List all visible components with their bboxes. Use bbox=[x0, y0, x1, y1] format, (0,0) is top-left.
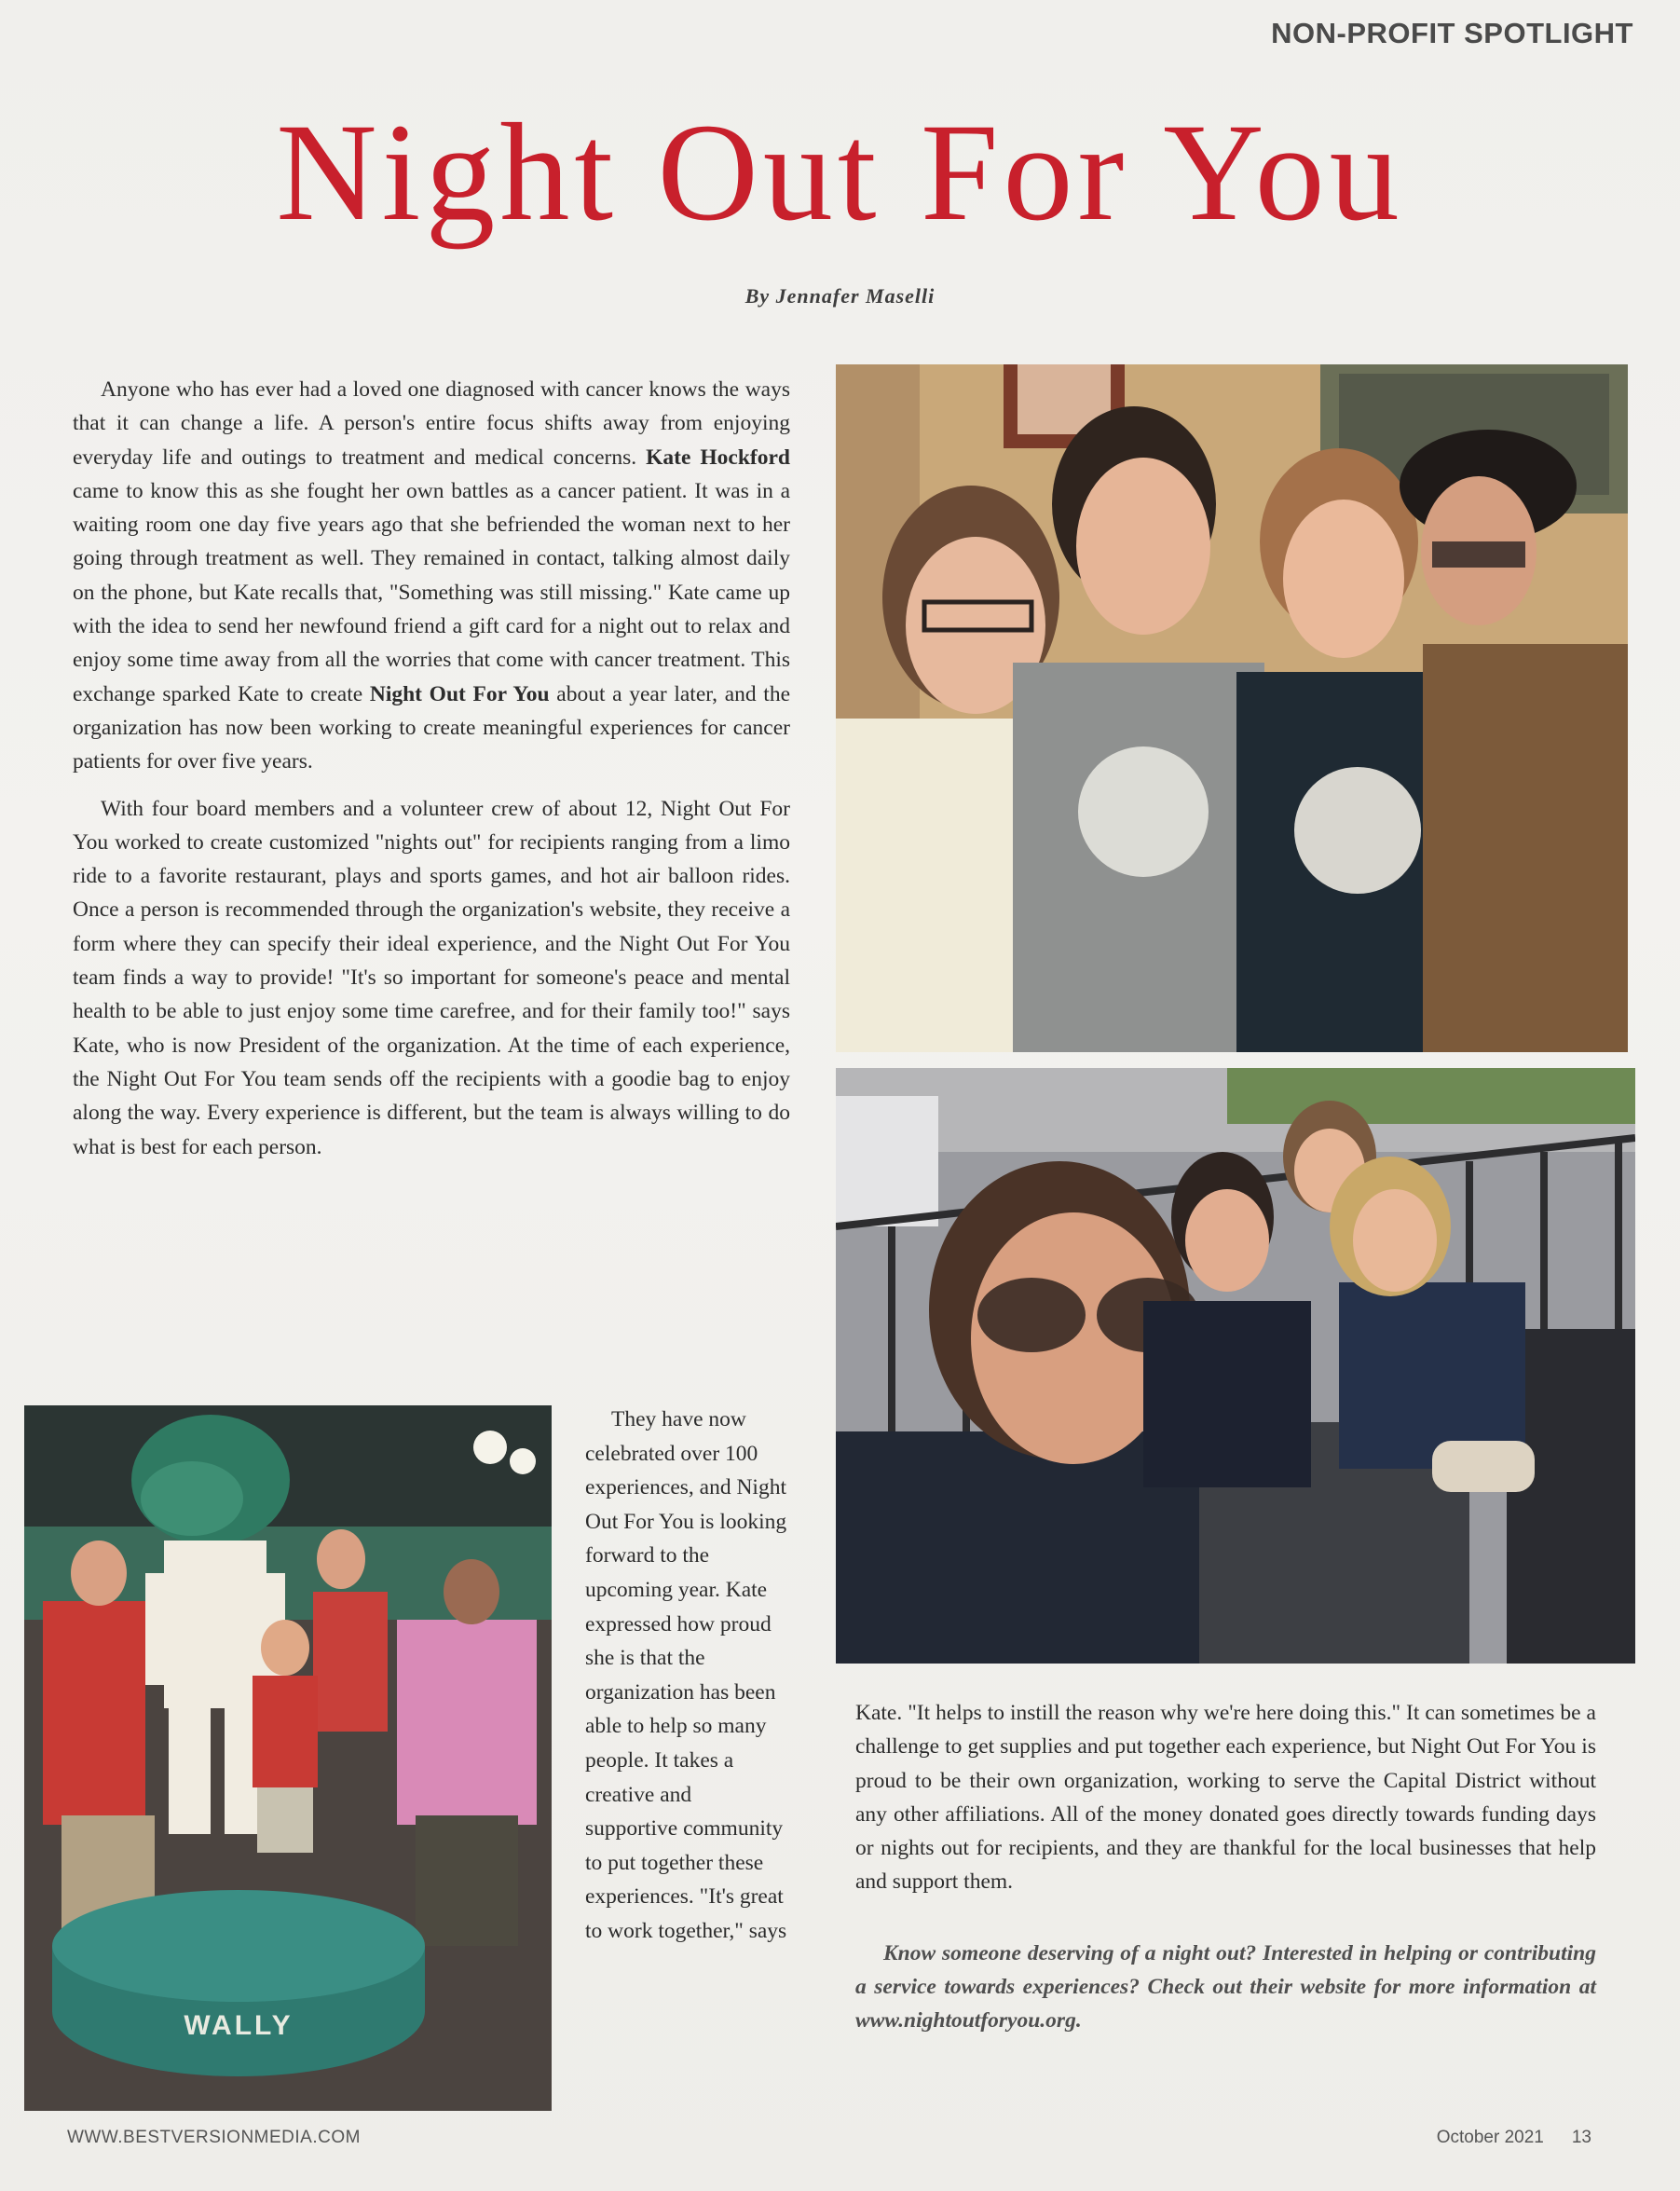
paragraph-1-text-c: about a year later, and the organization has now been working to create meaningful experiences for cancer patients for over five years. bbox=[73, 681, 790, 774]
person-name-bold: Kate Hockford bbox=[646, 445, 790, 470]
article-column-right bbox=[855, 1696, 1596, 2050]
paragraph-4: Kate. "It helps to instill the reason why we're here doing this." It can sometimes be a challenge to get supplies and put together each experience, but Night Out For You is proud to be their own organization, working to serve the Capital District without any other affiliations. All of the money donated goes directly towards funding days or nights out for recipients, and they are thankful for the local businesses that help and support them. bbox=[855, 1701, 1596, 1895]
article-title: Night Out For You bbox=[276, 95, 1404, 250]
paragraph-1 bbox=[73, 373, 790, 779]
article-column-left bbox=[73, 373, 790, 1177]
group-photo-restaurant bbox=[836, 364, 1628, 1052]
article-column-narrow bbox=[585, 1403, 788, 1962]
organization-name-bold: Night Out For You bbox=[369, 681, 550, 706]
page-number: 13 bbox=[1571, 2128, 1591, 2147]
call-to-action: Know someone deserving of a night out? Interested in helping or contributing a service towards experiences? Check out their website for more information at www.nightoutforyou.org. bbox=[855, 1940, 1596, 2033]
byline: By Jennafer Maselli bbox=[744, 284, 936, 308]
section-label: NON-PROFIT SPOTLIGHT bbox=[1271, 17, 1633, 49]
statue-sign-text: WALLY bbox=[184, 2010, 294, 2041]
footer-issue bbox=[1409, 2128, 1591, 2148]
footer-date: October 2021 bbox=[1436, 2128, 1544, 2147]
paragraph-2: With four board members and a volunteer crew of about 12, Night Out For You worked to create customized "nights out" for recipients ranging from a limo ride to a favorite restaurant, plays and sports games, and hot air balloon rides. Once a person is recommended through the organization's website, they receive a form where they can specify their ideal experience, and the Night Out For You team finds a way to provide! "It's so important for someone's peace and mental health to be able to just enjoy some time carefree, and for their family too!" says Kate, who is now President of the organization. At the time of each experience, the Night Out For You team sends off the recipients with a goodie bag to enjoy along the way. Every experience is different, but the team is always willing to do what is best for each person. bbox=[73, 796, 790, 1159]
paragraph-1-text-a: Anyone who has ever had a loved one diagnosed with cancer knows the ways that it can change a life. A person's entire focus shifts away from enjoying everyday life and outings to treatment and medical concerns. bbox=[73, 377, 790, 470]
footer-website: WWW.BESTVERSIONMEDIA.COM bbox=[67, 2128, 361, 2147]
group-photo-selfie bbox=[836, 1068, 1635, 1664]
mascot-statue-photo bbox=[24, 1405, 552, 2111]
paragraph-1-text-b: came to know this as she fought her own battles as a cancer patient. It was in a waiting room one day five years ago that she befriended the woman next to her going through treatment as well. They remained in contact, talking almost daily on the phone, but Kate recalls that, "Something was still missing." Kate came up with the idea to send her newfound friend a gift card for a night out to relax and enjoy some time away from all the worries that come with cancer treatment. This exchange sparked Kate to create bbox=[73, 478, 790, 706]
paragraph-3: They have now celebrated over 100 experiences, and Night Out For You is looking forward to the upcoming year. Kate expressed how proud she is that the organization has been able to help so many people. It takes a creative and supportive community to put together these experiences. "It's great to work together," says bbox=[585, 1407, 787, 1943]
